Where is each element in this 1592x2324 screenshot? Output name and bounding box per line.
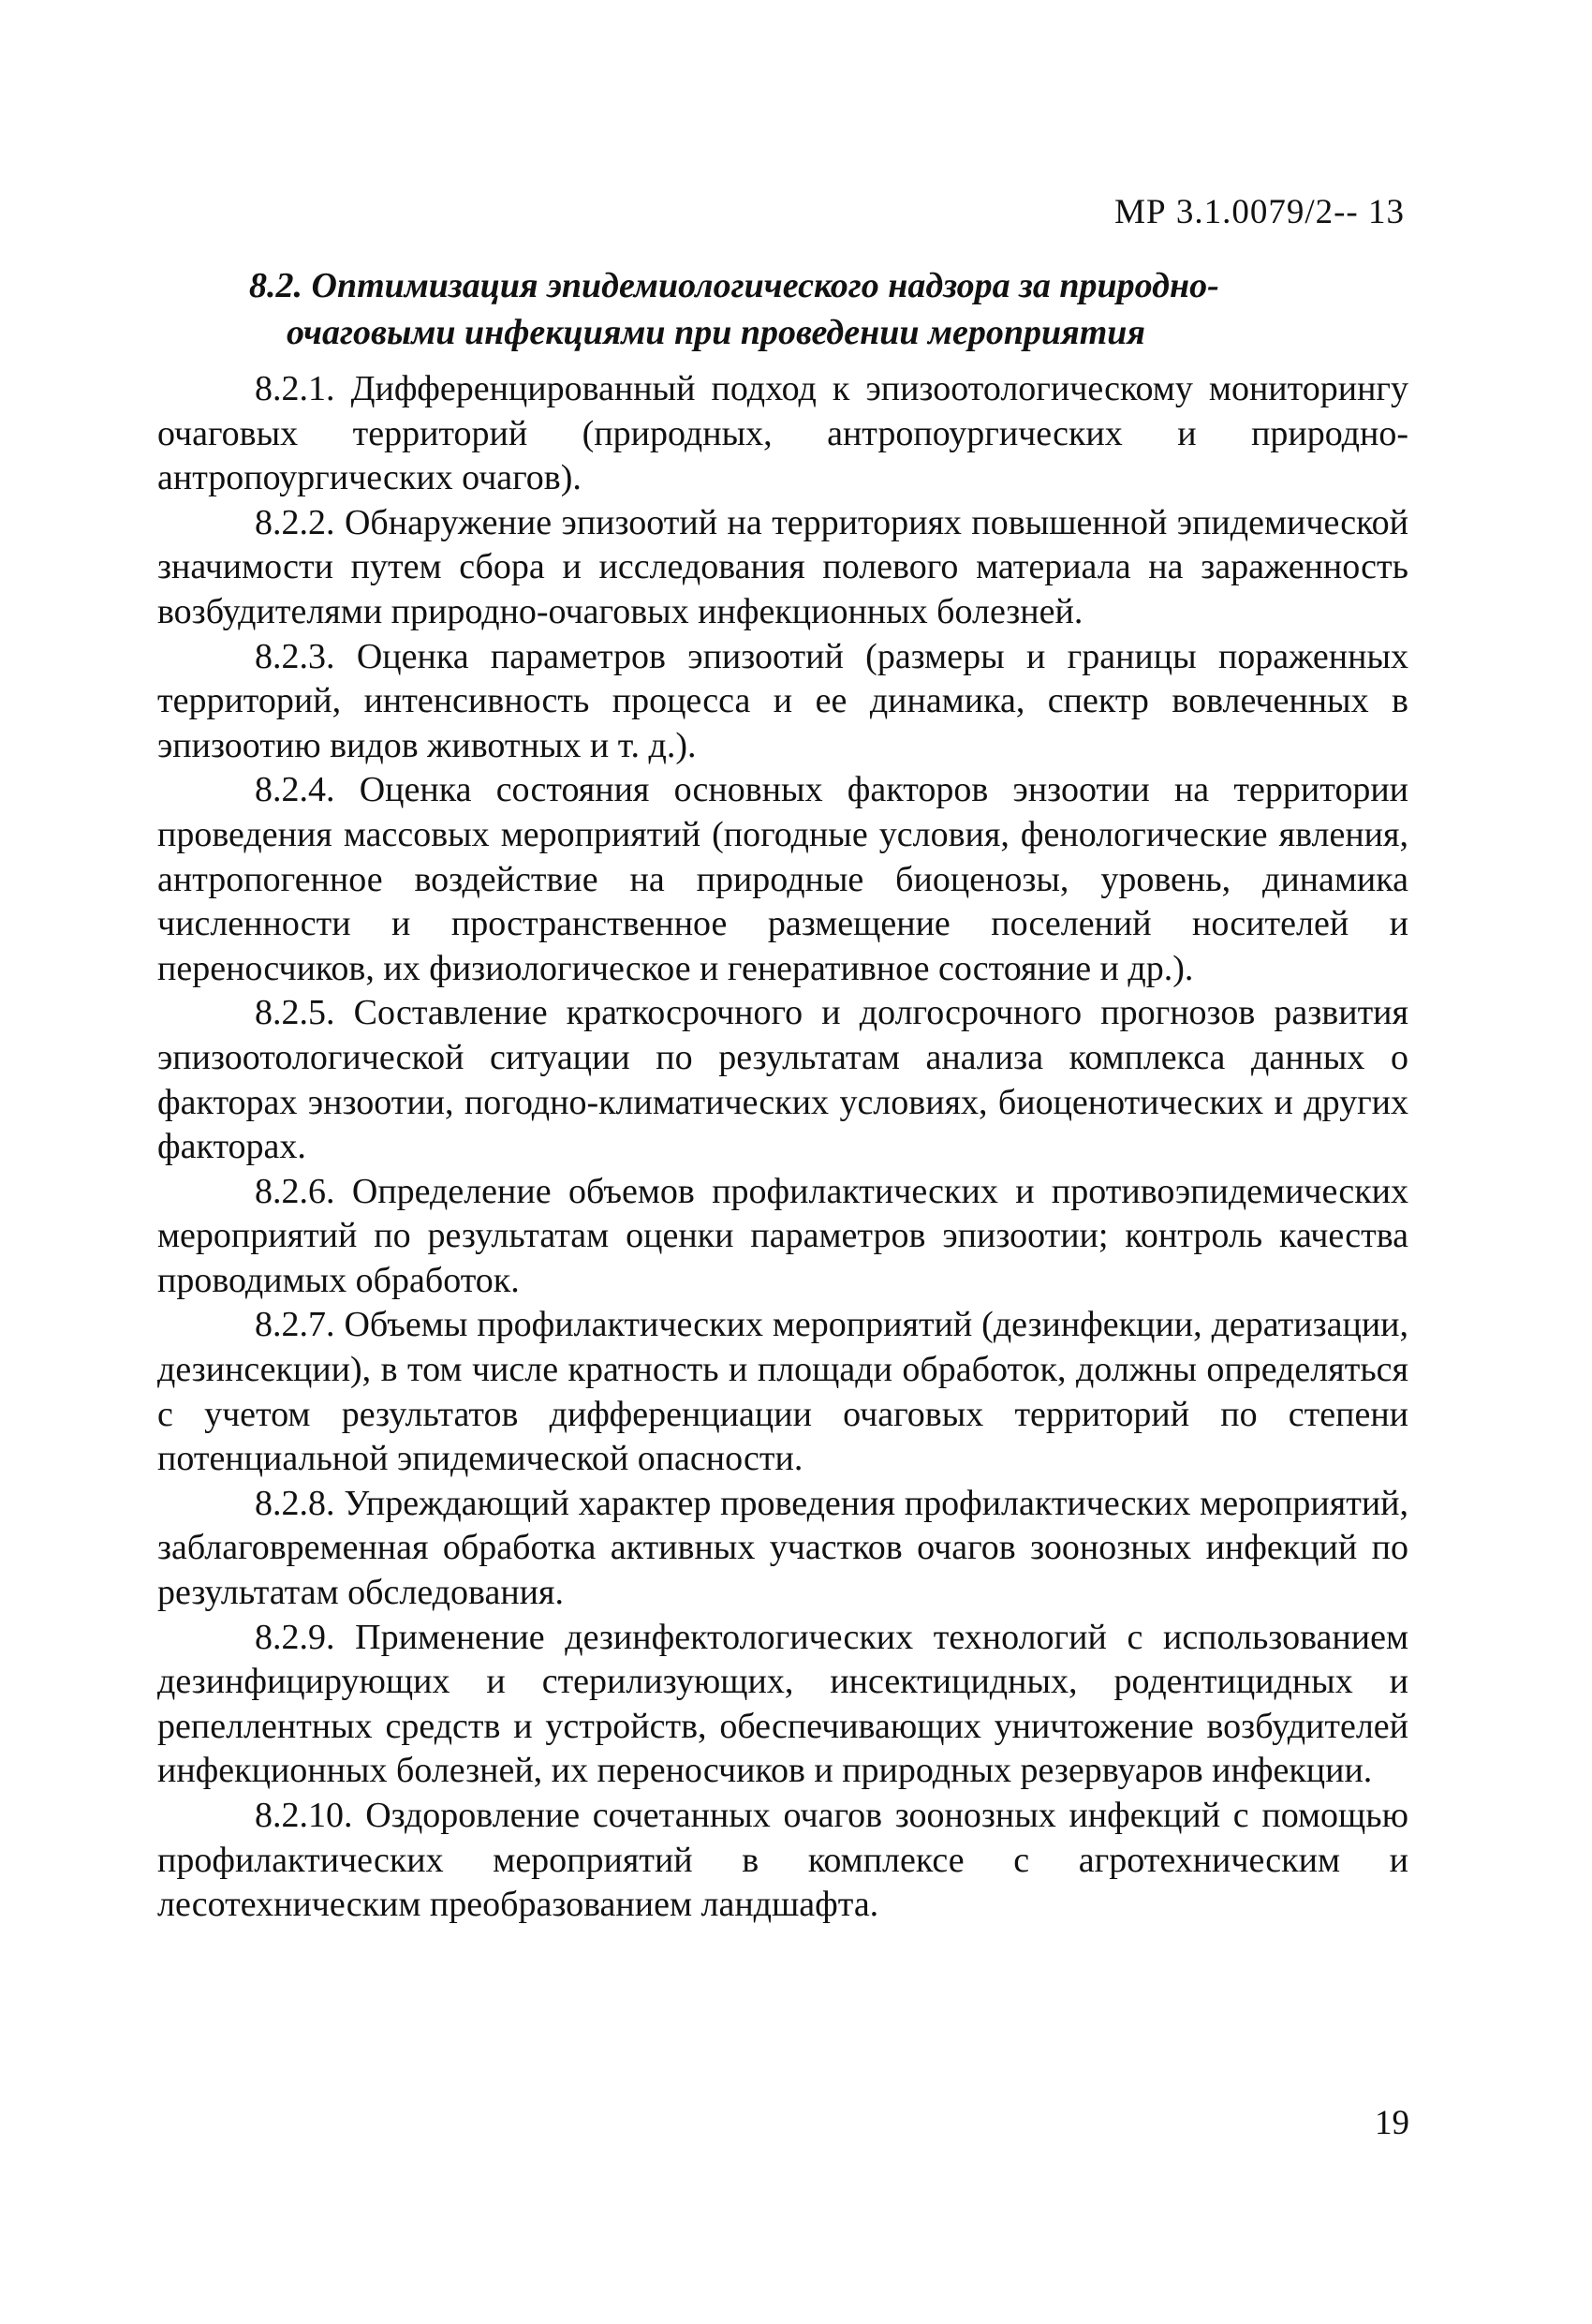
paragraph-text: Составление краткосрочного и долгосрочного прогнозов развития эпизоотологической ситуации по результатам анализа комплекса данных о факторах энзоотии, погодно-климатических условиях, биоценотических и других факторах. — [157, 993, 1408, 1167]
paragraph-8-2-10 — [157, 1794, 1408, 1928]
paragraph-8-2-4 — [157, 768, 1408, 991]
paragraph-number: 8.2.8. — [255, 1483, 335, 1523]
paragraph-number: 8.2.1. — [255, 369, 335, 408]
paragraph-text: Упреждающий характер проведения профилактических мероприятий, заблаговременная обработка активных участков очагов зоонозных инфекций по результатам обследования. — [157, 1483, 1408, 1613]
page-number: 19 — [1375, 2104, 1409, 2142]
body-text — [157, 367, 1408, 1928]
paragraph-number: 8.2.9. — [255, 1617, 335, 1657]
paragraph-8-2-6 — [157, 1170, 1408, 1304]
paragraph-number: 8.2.3. — [255, 636, 335, 676]
paragraph-text: Обнаружение эпизоотий на территориях повышенной эпидемической значимости путем сбора и исследования полевого материала на зараженность возбудителями природно-очаговых инфекционных болезней. — [157, 502, 1408, 631]
paragraph-number: 8.2.7. — [255, 1305, 335, 1345]
paragraph-text: Применение дезинфектологических технологий с использованием дезинфицирующих и стерилизующих, инсектицидных, родентицидных и репеллентных средств и устройств, обеспечивающих уничтожение возбудителей инфекционных болезней, их переносчиков и природных резервуаров инфекции. — [157, 1617, 1408, 1791]
paragraph-8-2-1 — [157, 367, 1408, 501]
paragraph-8-2-8 — [157, 1482, 1408, 1616]
paragraph-text: Оценка состояния основных факторов энзоотии на территории проведения массовых мероприятий (погодные условия, фенологические явления, антропогенное воздействие на природные биоценозы, уровень, динамика численности и пространственное размещение поселений носителей и переносчиков, их физиологическое и генеративное состояние и др.). — [157, 770, 1408, 988]
paragraph-text: Определение объемов профилактических и противоэпидемических мероприятий по результатам оценки параметров эпизоотии; контроль качества проводимых обработок. — [157, 1171, 1408, 1300]
paragraph-text: Объемы профилактических мероприятий (дезинфекции, дератизации, дезинсекции), в том числе кратность и площади обработок, должны определяться с учетом результатов дифференциации очаговых территорий по степени потенциальной эпидемической опасности. — [157, 1305, 1408, 1479]
document-code: МР 3.1.0079/2-- 13 — [1114, 193, 1405, 231]
section-heading-line-1: 8.2. Оптимизация эпидемиологического надзора за природно- — [249, 266, 1219, 305]
paragraph-text: Дифференцированный подход к эпизоотологическому мониторингу очаговых территорий (природных, антропоургических и природно-антропоургических очагов). — [157, 369, 1408, 498]
paragraph-number: 8.2.2. — [255, 502, 335, 542]
section-heading — [234, 262, 1405, 356]
paragraph-number: 8.2.6. — [255, 1171, 335, 1211]
paragraph-number: 8.2.5. — [255, 993, 335, 1033]
section-heading-line-2: очаговыми инфекциями при проведении мероприятия — [287, 313, 1145, 352]
paragraph-8-2-3 — [157, 635, 1408, 769]
paragraph-8-2-9 — [157, 1616, 1408, 1794]
paragraph-number: 8.2.10. — [255, 1796, 353, 1835]
paragraph-text: Оценка параметров эпизоотий (размеры и границы пораженных территорий, интенсивность процесса и ее динамика, спектр вовлеченных в эпизоотию видов животных и т. д.). — [157, 636, 1408, 765]
paragraph-number: 8.2.4. — [255, 770, 335, 810]
paragraph-8-2-2 — [157, 501, 1408, 635]
paragraph-text: Оздоровление сочетанных очагов зоонозных инфекций с помощью профилактических мероприятий в комплексе с агротехническим и лесотехническим преобразованием ландшафта. — [157, 1796, 1408, 1925]
paragraph-8-2-5 — [157, 991, 1408, 1169]
paragraph-8-2-7 — [157, 1303, 1408, 1481]
